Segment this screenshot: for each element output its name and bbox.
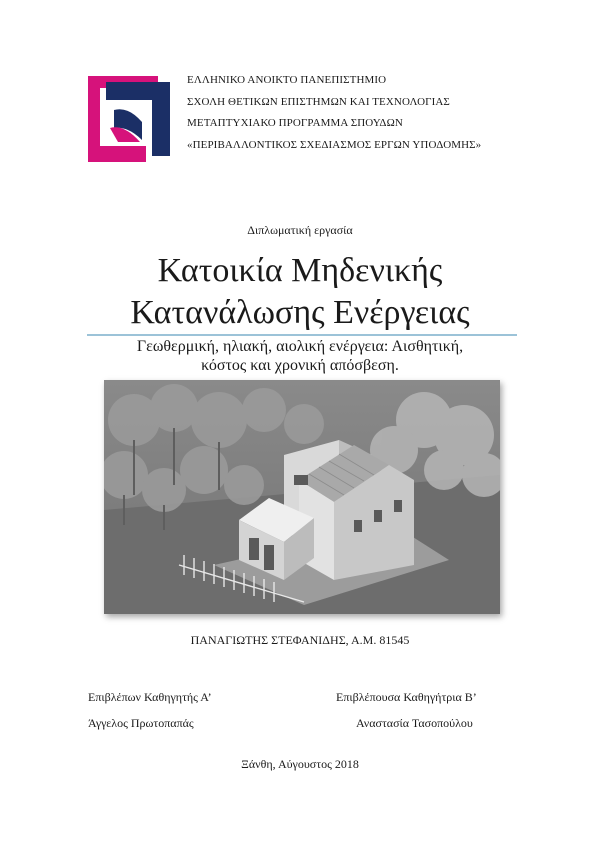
subtitle-line-2: κόστος και χρονική απόσβεση. xyxy=(201,357,399,374)
supervisor-b xyxy=(336,684,477,736)
title-line-2: Κατανάλωσης Ενέργειας xyxy=(130,294,470,331)
university-name: ΕΛΛΗΝΙΚΟ ΑΝΟΙΚΤΟ ΠΑΝΕΠΙΣΤΗΜΙΟ xyxy=(187,74,387,86)
subtitle xyxy=(0,337,600,375)
title-divider xyxy=(87,334,517,336)
thesis-type: Διπλωματική εργασία xyxy=(247,223,353,237)
place-date: Ξάνθη, Αύγουστος 2018 xyxy=(241,757,359,771)
supervisor-a-name: Άγγελος Πρωτοπαπάς xyxy=(88,716,194,730)
program-name: ΜΕΤΑΠΤΥΧΙΑΚΟ ΠΡΟΓΡΑΜΜΑ ΣΠΟΥΔΩΝ xyxy=(187,117,403,129)
supervisor-a-role: Επιβλέπων Καθηγητής Α’ xyxy=(88,690,212,704)
page-title xyxy=(0,250,600,334)
house-render-image xyxy=(104,380,500,614)
school-name: ΣΧΟΛΗ ΘΕΤΙΚΩΝ ΕΠΙΣΤΗΜΩΝ ΚΑΙ ΤΕΧΝΟΛΟΓΙΑΣ xyxy=(187,95,450,108)
program-title: «ΠΕΡΙΒΑΛΛΟΝΤΙΚΟΣ ΣΧΕΔΙΑΣΜΟΣ ΕΡΓΩΝ ΥΠΟΔΟΜΗΣ» xyxy=(187,138,482,151)
supervisor-b-name: Αναστασία Τασοπούλου xyxy=(356,716,473,730)
supervisor-a xyxy=(88,684,212,736)
subtitle-line-1: Γεωθερμική, ηλιακή, αιολική ενέργεια: Αισθητική, xyxy=(136,338,464,355)
title-line-1: Κατοικία Μηδενικής xyxy=(157,252,443,289)
supervisor-b-role: Επιβλέπουσα Καθηγήτρια Β’ xyxy=(336,690,477,704)
institution-header xyxy=(187,70,481,156)
university-logo-icon xyxy=(88,76,170,162)
author-line: ΠΑΝΑΓΙΩΤΗΣ ΣΤΕΦΑΝΙΔΗΣ, Α.Μ. 81545 xyxy=(190,633,410,647)
